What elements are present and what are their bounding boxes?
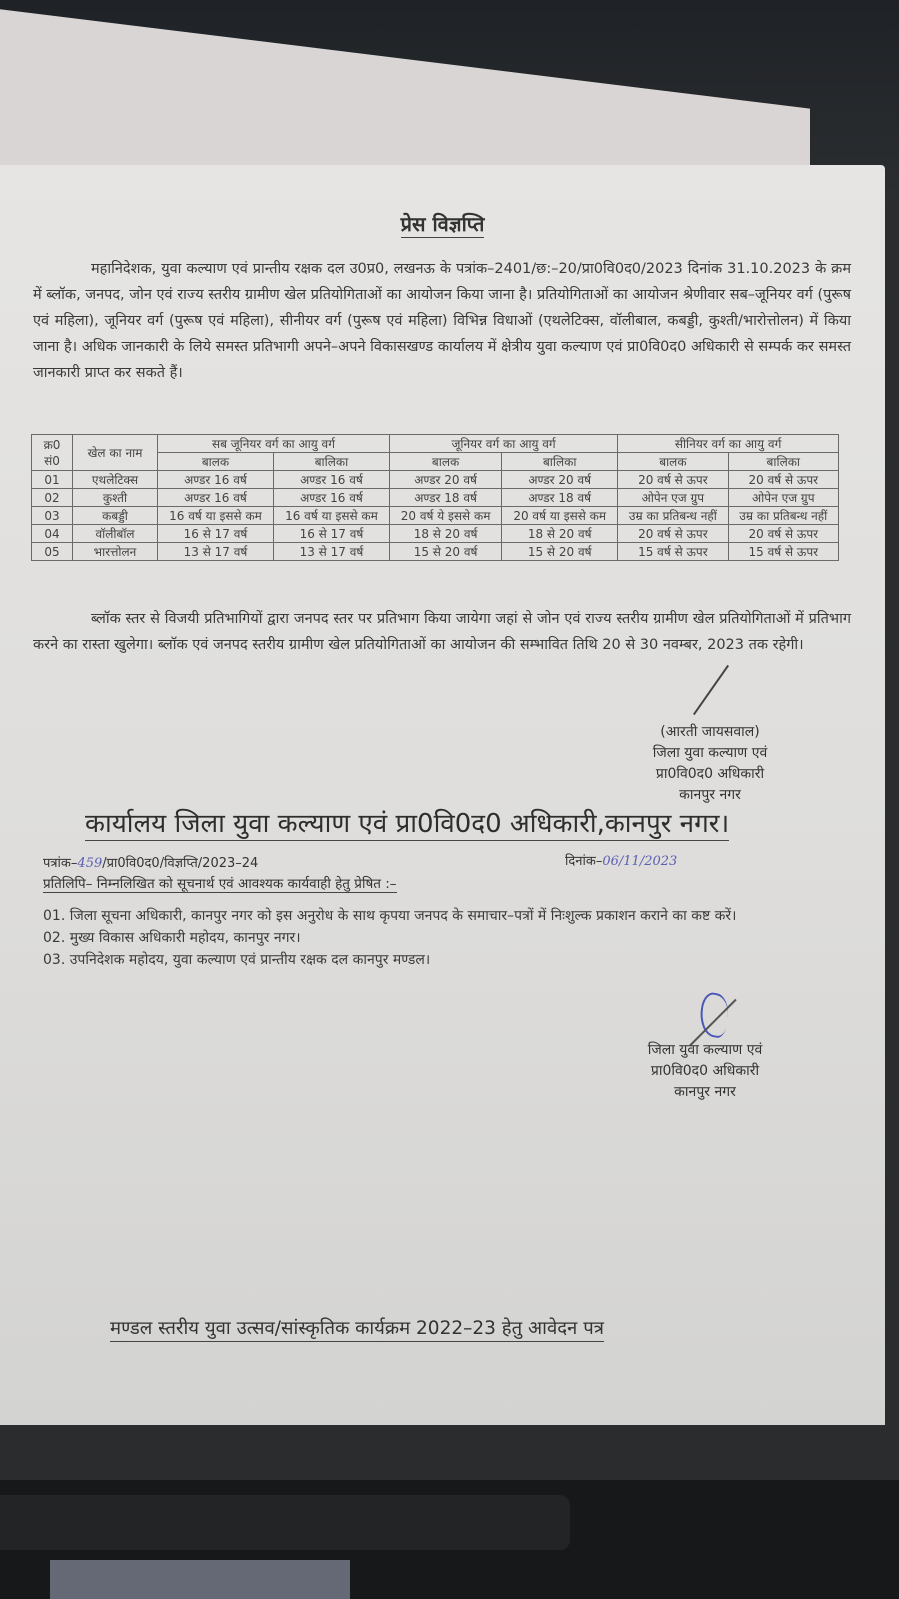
header-girls: बालिका	[273, 453, 389, 471]
cell-sn: 02	[32, 489, 73, 507]
cell-value: 18 से 20 वर्ष	[502, 525, 618, 543]
header-boys: बालक	[618, 453, 728, 471]
header-boys: बालक	[158, 453, 274, 471]
cell-value: अण्डर 16 वर्ष	[158, 489, 274, 507]
signatory-location: कानपुर नगर	[674, 1084, 736, 1100]
cell-value: उम्र का प्रतिबन्ध नहीं	[728, 507, 838, 525]
cell-value: 20 वर्ष से ऊपर	[618, 525, 728, 543]
office-heading: कार्यालय जिला युवा कल्याण एवं प्रा0वि0द0 अधिकारी,कानपुर नगर।	[85, 809, 730, 839]
copy-heading: प्रतिलिपि– निम्नलिखित को सूचनार्थ एवं आवश्यक कार्यवाही हेतु प्रेषित :–	[43, 876, 397, 892]
table-row	[32, 471, 839, 489]
cell-value: 15 वर्ष से ऊपर	[728, 543, 838, 561]
title-text: प्रेस विज्ञप्ति	[400, 212, 485, 236]
cell-value: 20 वर्ष से ऊपर	[728, 471, 838, 489]
cell-sport: कबड्डी	[73, 507, 158, 525]
cell-value: 15 से 20 वर्ष	[389, 543, 501, 561]
cell-value: अण्डर 18 वर्ष	[502, 489, 618, 507]
list-item: 02. मुख्य विकास अधिकारी महोदय, कानपुर नगर।	[43, 930, 301, 946]
cell-value: अण्डर 16 वर्ष	[273, 489, 389, 507]
header-girls: बालिका	[728, 453, 838, 471]
table-row	[32, 543, 839, 561]
cell-value: 20 वर्ष ये इससे कम	[389, 507, 501, 525]
signatory-designation: प्रा0वि0द0 अधिकारी	[655, 766, 765, 782]
header-sn: क्र0 सं0	[32, 435, 73, 471]
cell-value: अण्डर 16 वर्ष	[273, 471, 389, 489]
header-girls: बालिका	[502, 453, 618, 471]
header-junior: जूनियर वर्ग का आयु वर्ग	[389, 435, 617, 453]
cell-sn: 03	[32, 507, 73, 525]
page-title	[0, 210, 885, 237]
header-sport: खेल का नाम	[73, 435, 158, 471]
cell-sport: एथलेटिक्स	[73, 471, 158, 489]
cell-sport: वॉलीबॉल	[73, 525, 158, 543]
cell-value: 15 से 20 वर्ष	[502, 543, 618, 561]
cell-value: 18 से 20 वर्ष	[389, 525, 501, 543]
reference-date	[565, 851, 677, 869]
list-item: 01. जिला सूचना अधिकारी, कानपुर नगर को इस अनुरोध के साथ कृपया जनपद के समाचार–पत्रों में निःशुल्क प्रकाशन कराने का कष्ट करें।	[43, 908, 737, 924]
cell-value: 20 वर्ष से ऊपर	[728, 525, 838, 543]
signature-block-2	[605, 1040, 805, 1103]
cell-value: 16 से 17 वर्ष	[158, 525, 274, 543]
age-category-table	[31, 434, 839, 561]
table-row	[32, 507, 839, 525]
copy-list	[43, 905, 863, 971]
signatory-designation: जिला युवा कल्याण एवं	[652, 745, 768, 761]
date-handwritten: 06/11/2023	[602, 854, 678, 869]
header-boys: बालक	[389, 453, 501, 471]
cell-value: 16 वर्ष या इससे कम	[273, 507, 389, 525]
intro-paragraph: महानिदेशक, युवा कल्याण एवं प्रान्तीय रक्षक दल उ0प्र0, लखनऊ के पत्रांक–2401/छ:–20/प्रा0वि0द0/2023 दिनांक 31.10.2023 के क्रम में ब्लॉक, जनपद, जोन एवं राज्य स्तरीय ग्रामीण खेल प्रतियोगिताओं का आयोजन किया जाना है। प्रतियोगिताओं का आयोजन श्रेणीवार सब–जूनियर वर्ग (पुरूष एवं महिला), जूनियर वर्ग (पुरूष एवं महिला), सीनीयर वर्ग (पुरूष एवं महिला) विभिन्न विधाओं (एथलेटिक्स, वॉलीबाल, कबड्डी, कुश्ती/भारोत्तोलन) में किया जाना है। अधिक जानकारी के लिये समस्त प्रतिभागी अपने–अपने विकासखण्ड कार्यालय में क्षेत्रीय युवा कल्याण एवं प्रा0वि0द0 अधिकारी से सम्पर्क कर समस्त जानकारी प्राप्त कर सकते हैं।	[33, 261, 851, 381]
signature-block-1	[610, 722, 810, 806]
ref-handwritten-number: 459	[77, 856, 103, 871]
cell-value: 15 वर्ष से ऊपर	[618, 543, 728, 561]
cell-value: 20 वर्ष या इससे कम	[502, 507, 618, 525]
signatory-designation: प्रा0वि0द0 अधिकारी	[650, 1063, 760, 1079]
ref-suffix: /प्रा0वि0द0/विज्ञप्ति/2023–24	[102, 856, 259, 871]
cell-sn: 04	[32, 525, 73, 543]
table-row	[32, 489, 839, 507]
cell-value: अण्डर 20 वर्ष	[502, 471, 618, 489]
binder-bar	[0, 1495, 570, 1550]
cell-value: 20 वर्ष से ऊपर	[618, 471, 728, 489]
header-sub-junior: सब जूनियर वर्ग का आयु वर्ग	[158, 435, 390, 453]
list-item: 03. उपनिदेशक महोदय, युवा कल्याण एवं प्रान्तीय रक्षक दल कानपुर मण्डल।	[43, 952, 431, 968]
ref-label: पत्रांक–	[43, 856, 78, 871]
reference-number	[43, 853, 258, 871]
fabric-background	[50, 1560, 350, 1599]
table-row	[32, 525, 839, 543]
cell-sn: 01	[32, 471, 73, 489]
cell-value: ओपेन एज ग्रुप	[728, 489, 838, 507]
signatory-location: कानपुर नगर	[679, 787, 741, 803]
cell-sport: कुश्ती	[73, 489, 158, 507]
cell-sport: भारत्तोलन	[73, 543, 158, 561]
signatory-designation: जिला युवा कल्याण एवं	[647, 1042, 763, 1058]
cell-value: 16 से 17 वर्ष	[273, 525, 389, 543]
cell-value: 13 से 17 वर्ष	[158, 543, 274, 561]
cell-value: अण्डर 16 वर्ष	[158, 471, 274, 489]
cell-sn: 05	[32, 543, 73, 561]
signatory-name: (आरती जायसवाल)	[660, 724, 760, 740]
cell-value: अण्डर 20 वर्ष	[389, 471, 501, 489]
cell-value: अण्डर 18 वर्ष	[389, 489, 501, 507]
cell-value: 13 से 17 वर्ष	[273, 543, 389, 561]
next-page-heading: मण्डल स्तरीय युवा उत्सव/सांस्कृतिक कार्यक्रम 2022–23 हेतु आवेदन पत्र	[110, 1315, 604, 1342]
cell-value: ओपेन एज ग्रुप	[618, 489, 728, 507]
date-label: दिनांक–	[565, 854, 603, 869]
header-senior: सीनियर वर्ग का आयु वर्ग	[618, 435, 839, 453]
schedule-paragraph: ब्लॉक स्तर से विजयी प्रतिभागियों द्वारा जनपद स्तर पर प्रतिभाग किया जायेगा जहां से जोन एवं राज्य स्तरीय ग्रामीण खेल प्रतियोगिताओं में प्रतिभाग करने का रास्ता खुलेगा। ब्लॉक एवं जनपद स्तरीय ग्रामीण खेल प्रतियोगिताओं का आयोजन की सम्भावित तिथि 20 से 30 नवम्बर, 2023 तक रहेगी।	[33, 611, 851, 653]
cell-value: 16 वर्ष या इससे कम	[158, 507, 274, 525]
cell-value: उम्र का प्रतिबन्ध नहीं	[618, 507, 728, 525]
